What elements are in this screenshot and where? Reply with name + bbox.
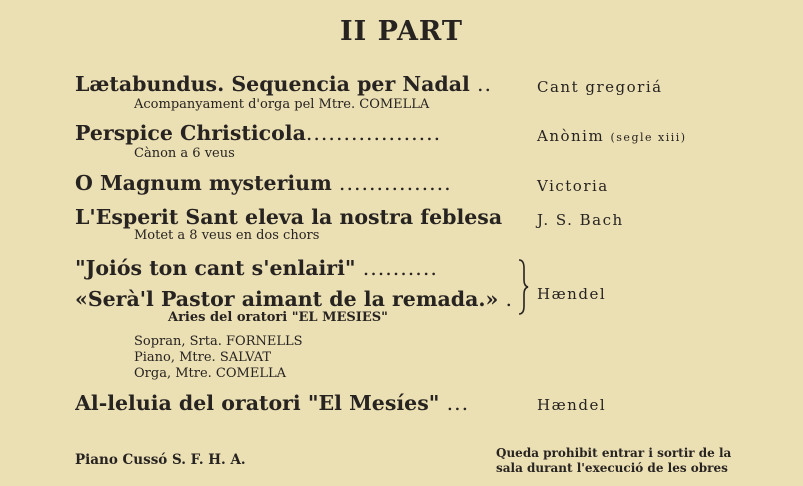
composer-bach: J. S. Bach xyxy=(537,211,624,229)
performer-soprano: Sopran, Srta. FORNELLS xyxy=(134,334,303,349)
work-note-esperit: Motet a 8 veus en dos chors xyxy=(134,228,320,243)
footer-piano-credit: Piano Cussó S. F. H. A. xyxy=(75,452,246,468)
work-title-joios: "Joiós ton cant s'enlairi" .......... xyxy=(75,256,438,280)
footer-notice-line-2: sala durant l'execució de les obres xyxy=(496,461,728,475)
work-title-sera-pastor: «Serà'l Pastor aimant de la remada.» . xyxy=(75,287,514,311)
work-title-perspice: Perspice Christicola.................. xyxy=(75,121,442,145)
brace-icon xyxy=(515,258,529,316)
composer-haendel-2: Hændel xyxy=(537,396,607,414)
performer-piano: Piano, Mtre. SALVAT xyxy=(134,350,272,365)
composer-haendel-1: Hændel xyxy=(537,285,607,303)
work-title-alleluia: Al-leluia del oratori "El Mesíes" ... xyxy=(75,391,470,415)
composer-cant-gregoria: Cant gregoriá xyxy=(537,78,663,96)
work-title-laetabundus: Lætabundus. Sequencia per Nadal .. xyxy=(75,72,493,96)
work-note-perspice: Cànon a 6 veus xyxy=(134,146,235,161)
work-title-esperit: L'Esperit Sant eleva la nostra feblesa xyxy=(75,205,503,229)
performer-organ: Orga, Mtre. COMELLA xyxy=(134,366,286,381)
composer-victoria: Victoria xyxy=(537,177,609,195)
footer-notice-line-1: Queda prohibit entrar i sortir de la xyxy=(496,446,732,460)
footer-notice xyxy=(496,446,786,476)
work-note-laetabundus: Acompanyament d'orga pel Mtre. COMELLA xyxy=(134,97,430,112)
work-note-aries: Aries del oratori "EL MESIES" xyxy=(168,310,388,325)
work-title-magnum: O Magnum mysterium ............... xyxy=(75,171,452,195)
section-heading: II PART xyxy=(339,16,463,47)
composer-anonim: Anònim (segle xiii) xyxy=(537,127,687,145)
